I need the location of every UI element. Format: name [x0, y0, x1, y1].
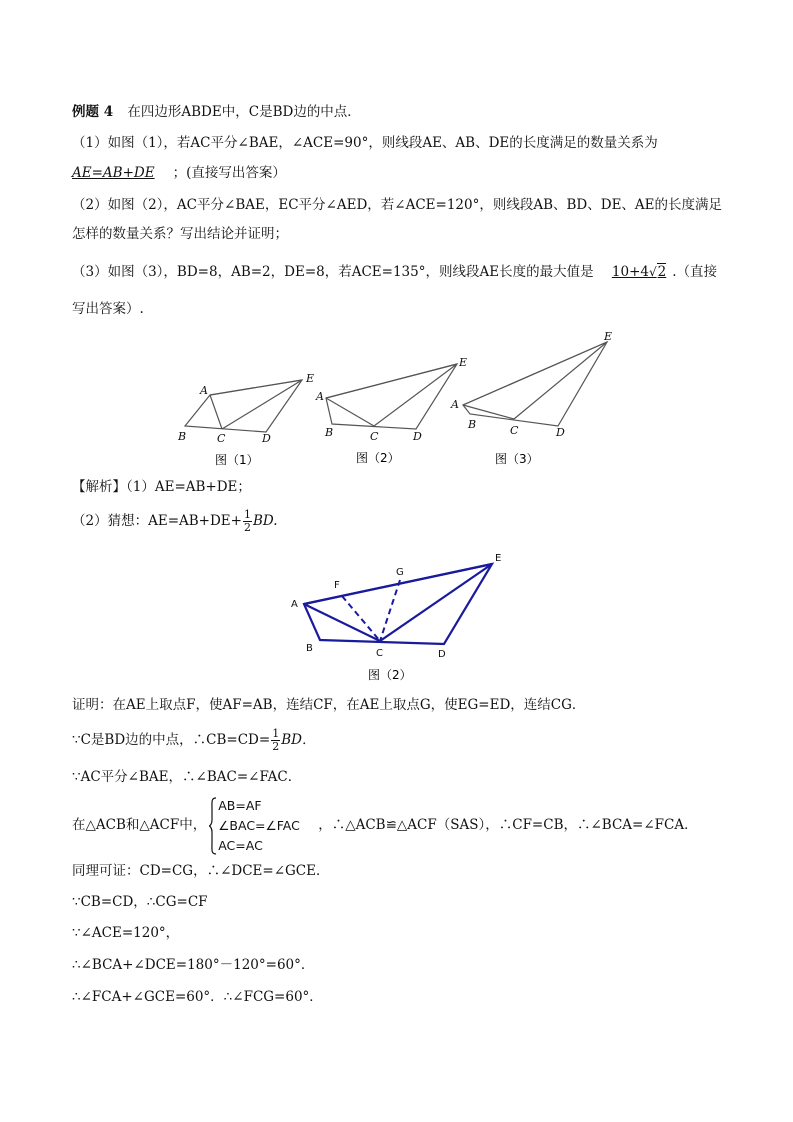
brace-row-1: AB=AF: [218, 797, 262, 813]
solution-frac-denominator: 2: [243, 521, 251, 534]
big-label-C: C: [376, 648, 383, 659]
fig3-label-D: D: [556, 426, 565, 439]
proof-p1: 证明：在AE上取点F，使AF=AB，连结CF，在AE上取点G，使EG=ED，连结CG．: [72, 697, 586, 713]
q1-prefix: （1）如图（1），若AC平分∠BAE，∠ACE=90°，则线段AE、AB、DE的长度满足的数量关系为: [72, 135, 658, 151]
q1-suffix: ；(直接写出答案）: [172, 165, 286, 181]
fig2-label-D: D: [413, 430, 422, 443]
figure-3: [463, 342, 607, 426]
big-label-F: F: [334, 580, 340, 591]
q1-answer: AE=AB+DE: [72, 165, 155, 181]
solution-fraction: [243, 509, 252, 534]
fig1-label-B: B: [178, 430, 187, 443]
question-2-line1: （2）如图（2），AC平分∠BAE，EC平分∠AED，若∠ACE=120°，则线段AB、BD、DE、AE的长度满足: [72, 197, 723, 213]
fig1-label-C: C: [217, 432, 226, 445]
solution-s1: （1）AE=AB+DE；: [126, 479, 251, 495]
proof-p7: ∵∠ACE=120°，: [72, 925, 180, 941]
q3-answer: 10+4√2: [611, 264, 667, 280]
question-3-line2: 写出答案）.: [72, 301, 144, 317]
example-stem: 在四边形ABDE中，C是BD边的中点．: [127, 104, 361, 120]
proof-p2: [72, 728, 315, 753]
fig2-caption: 图（2）: [356, 451, 400, 465]
proof-p2-suffix: BD．: [281, 732, 316, 748]
question-1-answer-line: [72, 163, 286, 183]
proof-p5: 同理可证：CD=CG，∴∠DCE=∠GCE．: [72, 863, 330, 879]
fig3-label-A: A: [451, 398, 459, 411]
fig3-label-B: B: [468, 418, 477, 431]
fig1-caption: 图（1）: [215, 453, 259, 467]
example-statement: [72, 102, 361, 122]
big-label-E: E: [495, 553, 502, 564]
figures-row: [170, 328, 740, 478]
fig1-label-E: E: [306, 372, 315, 385]
proof-p8: ∴∠BCA+∠DCE=180°－120°=60°．: [72, 957, 315, 973]
fig1-label-D: D: [262, 432, 271, 445]
solution-line1: [72, 477, 251, 497]
fig2-label-B: B: [325, 426, 334, 439]
proof-frac-numerator: 1: [272, 727, 280, 740]
fig3-caption: 图（3）: [495, 452, 539, 466]
big-label-A: A: [291, 599, 298, 610]
big-label-G: G: [396, 567, 404, 578]
brace-row-3: AC=AC: [218, 837, 263, 853]
solution-head: 【解析】: [72, 479, 126, 495]
proof-p6: ∵CB=CD，∴CG=CF: [72, 894, 208, 910]
solution-line2: [72, 509, 278, 534]
fig3-label-C: C: [510, 424, 519, 437]
brace-system: [208, 796, 316, 856]
fig2-label-E: E: [459, 356, 468, 369]
figure-2: [326, 364, 457, 429]
q3-answer-b: 2: [657, 264, 667, 280]
proof-p2-prefix: ∵C是BD边的中点，∴CB=CD=: [72, 732, 271, 748]
proof-p2-fraction: [271, 728, 280, 753]
q3-prefix: （3）如图（3），BD=8，AB=2，DE=8，若ACE=135°，则线段AE长度的最大值是: [72, 264, 594, 280]
big-label-B: B: [306, 643, 313, 654]
proof-p4: [72, 795, 698, 855]
left-brace: [208, 796, 218, 856]
question-2-line2: 怎样的数量关系？写出结论并证明；: [72, 226, 288, 242]
big-figure-2: [282, 548, 522, 688]
proof-frac-denominator: 2: [272, 740, 280, 753]
fig2-label-A: A: [316, 390, 324, 403]
question-1: [72, 133, 658, 153]
proof-p4-prefix: 在△ACB和△ACF中，: [72, 817, 207, 833]
q3-suffix: .（直接: [672, 264, 718, 280]
solution-s2-prefix: （2）猜想：AE=AB+DE+: [72, 513, 242, 529]
fig2-label-C: C: [370, 430, 379, 443]
solution-frac-numerator: 1: [243, 508, 251, 521]
example-title: 例题 4: [72, 104, 114, 120]
big-label-D: D: [438, 649, 446, 660]
brace-row-2: ∠BAC=∠FAC: [218, 817, 300, 833]
brace-rows: [218, 796, 300, 856]
proof-p3: ∵AC平分∠BAE，∴∠BAC=∠FAC．: [72, 769, 302, 785]
solution-s2-suffix: BD.: [252, 513, 278, 529]
q3-answer-a: 10+4: [611, 264, 649, 280]
fig3-label-E: E: [604, 330, 613, 343]
proof-p9: ∴∠FCA+∠GCE=60°．∴∠FCG=60°．: [72, 989, 323, 1005]
proof-p4-suffix: ，∴△ACB≌△ACF（SAS），∴CF=CB，∴∠BCA=∠FCA．: [318, 817, 698, 833]
big-figure-caption: 图（2）: [368, 668, 412, 682]
fig1-label-A: A: [200, 384, 208, 397]
question-3: [72, 262, 717, 282]
